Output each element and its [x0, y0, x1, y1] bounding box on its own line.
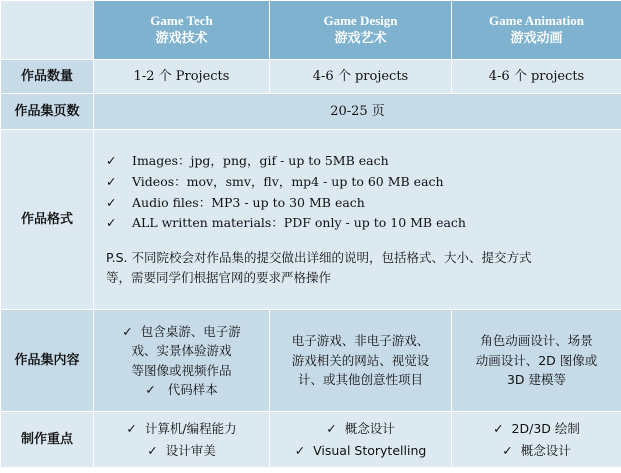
- focus-design: [270, 412, 452, 468]
- format-item: Audio files：MP3 - up to 30 MB each: [132, 194, 365, 210]
- focus-line: ✓ 设计审美: [147, 442, 216, 458]
- check-icon: ✓: [326, 421, 337, 437]
- column-header-game-tech: [94, 1, 270, 60]
- column-header-game-animation: [452, 1, 621, 60]
- check-icon: ✓: [106, 215, 117, 231]
- list-item: [106, 174, 609, 191]
- row-label-pages: 作品集页数: [1, 94, 94, 130]
- column-header-zh: 游戏艺术: [334, 31, 387, 46]
- format-row: [1, 130, 621, 310]
- check-icon: ✓: [294, 442, 306, 458]
- list-item: [106, 195, 609, 212]
- column-header-game-design: [270, 1, 452, 60]
- focus-animation: [452, 412, 621, 468]
- check-icon: ✓: [145, 381, 156, 397]
- row-label-format: 作品格式: [1, 130, 94, 310]
- focus-line: ✓ 概念设计: [502, 442, 571, 458]
- format-list: [106, 153, 609, 233]
- check-icon: ✓: [106, 194, 117, 210]
- format-note-line: 等，需要同学们根据官网的要求严格操作: [106, 270, 332, 286]
- content-row: [1, 310, 621, 412]
- column-header-en: Game Tech: [150, 13, 213, 29]
- format-note: [106, 248, 609, 288]
- content-line: ✓ 代码样本: [145, 381, 218, 397]
- content-line: ✓ 包含桌游、电子游: [122, 323, 241, 339]
- format-item: Images：jpg，png，gif - up to 5MB each: [132, 152, 389, 168]
- count-tech: 1-2 个 Projects: [94, 60, 270, 94]
- row-label-count: 作品数量: [1, 60, 94, 94]
- row-label-content: 作品集内容: [1, 310, 94, 412]
- list-item: [106, 215, 609, 232]
- corner-cell: [1, 1, 94, 60]
- content-tech: [94, 310, 270, 412]
- list-item: [106, 153, 609, 170]
- column-header-zh: 游戏技术: [155, 31, 208, 46]
- focus-row: [1, 412, 621, 468]
- pages-value: 20-25 页: [94, 94, 621, 130]
- content-line: 3D 建模等: [506, 372, 567, 388]
- check-icon: ✓: [502, 442, 513, 458]
- count-row: [1, 60, 621, 94]
- count-animation: 4-6 个 projects: [452, 60, 621, 94]
- check-icon: ✓: [106, 173, 117, 189]
- format-details: [94, 130, 621, 310]
- check-icon: ✓: [493, 421, 504, 437]
- header-row: [1, 1, 621, 60]
- column-header-zh: 游戏动画: [510, 31, 563, 46]
- format-item: ALL written materials：PDF only - up to 10 MB each: [132, 215, 466, 231]
- pages-row: [1, 94, 621, 130]
- content-line: 戏、实景体验游戏: [131, 343, 232, 359]
- check-icon: ✓: [122, 323, 133, 339]
- format-item: Videos：mov，smv，flv，mp4 - up to 60 MB each: [132, 173, 444, 189]
- check-icon: ✓: [106, 152, 117, 168]
- focus-line: ✓ 计算机/编程能力: [126, 421, 237, 437]
- focus-line: ✓ Visual Storytelling: [294, 442, 427, 458]
- count-design: 4-6 个 projects: [270, 60, 452, 94]
- format-note-line: P.S. 不同院校会对作品集的提交做出详细的说明，包括格式、大小、提交方式: [106, 250, 532, 266]
- content-line: 角色动画设计、场景: [480, 333, 593, 349]
- focus-tech: [94, 412, 270, 468]
- column-header-en: Game Animation: [489, 13, 584, 29]
- focus-line: ✓ 2D/3D 绘制: [493, 421, 580, 437]
- row-label-focus: 制作重点: [1, 412, 94, 468]
- check-icon: ✓: [126, 421, 137, 437]
- content-line: 动画设计、2D 图像或: [475, 352, 598, 368]
- focus-line: ✓ 概念设计: [326, 421, 395, 437]
- check-icon: ✓: [147, 442, 158, 458]
- content-line: 电子游戏、非电子游戏、: [291, 333, 430, 349]
- content-design: [270, 310, 452, 412]
- content-animation: [452, 310, 621, 412]
- content-line: 等图像或视频作品: [131, 362, 232, 378]
- content-line: 游戏相关的网站、视觉设: [291, 352, 430, 368]
- column-header-en: Game Design: [323, 13, 398, 29]
- content-line: 计、或其他创意性项目: [297, 372, 423, 388]
